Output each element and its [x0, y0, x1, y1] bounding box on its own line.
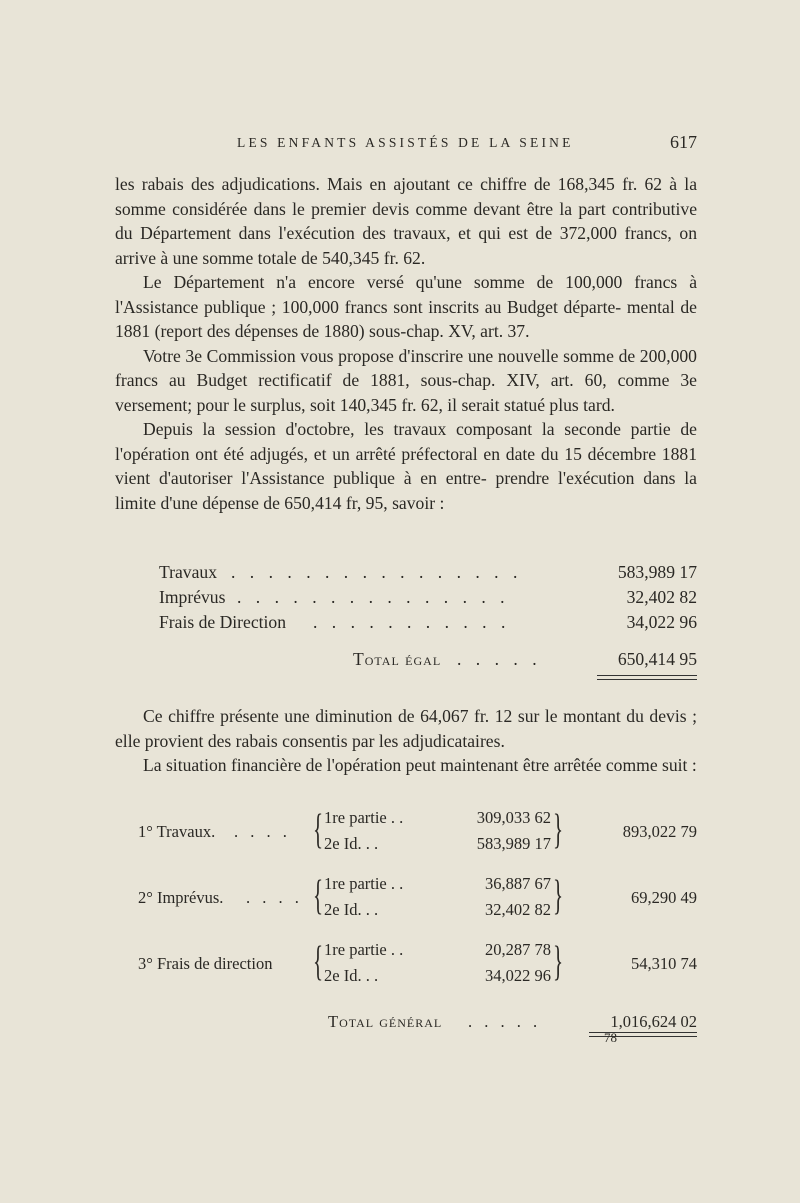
paragraph: les rabais des adjudications. Mais en ajoutant ce chiffre de 168,345 fr. 62 à la somme considérée dans le premier devis comme devant être la part contributive du Département dans l'exécution des travaux, et qui est de 372,000 francs, on arrive à une somme totale de 540,345 fr. 62.	[115, 174, 698, 268]
body-text-2	[115, 704, 697, 778]
sub-value: 20,287 78	[485, 940, 551, 959]
financial-group	[138, 940, 697, 1006]
sub-value: 36,887 67	[485, 874, 551, 893]
running-title: LES ENFANTS ASSISTÉS DE LA SEINE	[237, 135, 574, 150]
right-brace: }	[553, 807, 564, 853]
left-brace: {	[313, 939, 324, 985]
financial-group: 2° Imprévus. . . . . { 1re partie . . 36,887 67 2e Id. . . 32,402 82 } 69,290 49	[138, 873, 697, 919]
summary-amount: 34,022 96	[626, 612, 697, 632]
sub-value: 583,989 17	[476, 834, 551, 853]
group-total: 893,022 79	[622, 822, 697, 841]
summary-amount: 583,989 17	[617, 562, 697, 582]
right-brace: }	[553, 939, 564, 985]
summary-label: Travaux	[159, 562, 217, 582]
paragraph: Depuis la session d'octobre, les travaux composant la seconde partie de l'opération ont été adjugés, et un arrêté préfectoral en date du 15 décembre 1881 vient d'autoriser l'Assistance publique à en entre- prendre l'exécution dans la limite d'une dépense de 650,414 fr, 95, savoir :	[115, 419, 697, 513]
sub-label: 1re partie . .	[324, 808, 404, 827]
page-header	[115, 132, 697, 156]
group-label: 2° Imprévus.	[138, 888, 224, 907]
summary-label: Imprévus	[159, 587, 226, 607]
sub-value: 309,033 62	[476, 808, 551, 827]
sub-value: 34,022 96	[485, 966, 551, 985]
paragraph: Ce chiffre présente une diminution de 64,067 fr. 12 sur le montant du devis ; elle provient des rabais consentis par les adjudicataires.	[115, 706, 697, 751]
group-total: 54,310 74	[631, 954, 697, 973]
financial-group: 1° Travaux. . . . . { 1re partie . . 309,033 62 2e Id. . . 583,989 17 } 893,022 79	[138, 807, 697, 853]
summary-row: Imprévus . . . . . . . . . . . . . . . 32,402 82	[159, 587, 697, 607]
summary-total-amount: 650,414 95	[617, 649, 697, 669]
summary-row: Frais de Direction . . . . . . . . . . . 34,022 96	[159, 612, 697, 632]
sub-label: 1re partie . .	[324, 874, 404, 893]
financial-situation-table	[138, 808, 697, 1036]
paragraph: La situation financière de l'opération peut maintenant être arrêtée comme suit :	[143, 755, 697, 775]
page-number: 617	[670, 132, 697, 152]
sub-label: 2e Id. . .	[324, 966, 379, 985]
group-total: 69,290 49	[631, 888, 697, 907]
left-brace: {	[313, 807, 324, 853]
paragraph: Le Département n'a encore versé qu'une somme de 100,000 francs à l'Assistance publique ; 100,000 francs sont inscrits au Budget départe- mental de 1881 (report des dépenses de 1880) sous-chap. XV, art. 37.	[115, 272, 698, 341]
sub-label: 1re partie . .	[324, 940, 404, 959]
signature-mark: 78	[604, 1030, 617, 1045]
summary-row: Travaux . . . . . . . . . . . . . . . . 583,989 17	[159, 562, 697, 582]
summary-total-row: Total égal . . . . . 650,414 95	[353, 649, 697, 669]
sub-label: 2e Id. . .	[324, 900, 379, 919]
sub-label: 2e Id. . .	[324, 834, 379, 853]
right-brace: }	[553, 873, 564, 919]
summary-total-label: Total égal	[353, 649, 442, 669]
expense-summary	[159, 562, 697, 674]
sub-value: 32,402 82	[485, 900, 551, 919]
paragraph: Votre 3e Commission vous propose d'inscrire une nouvelle somme de 200,000 francs au Budget rectificatif de 1881, sous-chap. XIV, art. 60, comme 3e versement; pour le surplus, soit 140,345 fr. 62, il serait statué plus tard.	[115, 345, 697, 415]
grand-total-amount: 1,016,624 02	[610, 1012, 697, 1031]
double-rule	[597, 675, 697, 680]
group-label: 1° Travaux.	[138, 822, 216, 841]
body-text	[115, 172, 697, 515]
left-brace: {	[313, 873, 324, 919]
grand-total-row: Total général . . . . . 1,016,624 02	[328, 1012, 697, 1031]
group-label: 3° Frais de direction	[138, 954, 273, 973]
grand-total-label: Total général	[328, 1012, 443, 1031]
summary-label: Frais de Direction	[159, 612, 287, 632]
summary-amount: 32,402 82	[626, 587, 697, 607]
